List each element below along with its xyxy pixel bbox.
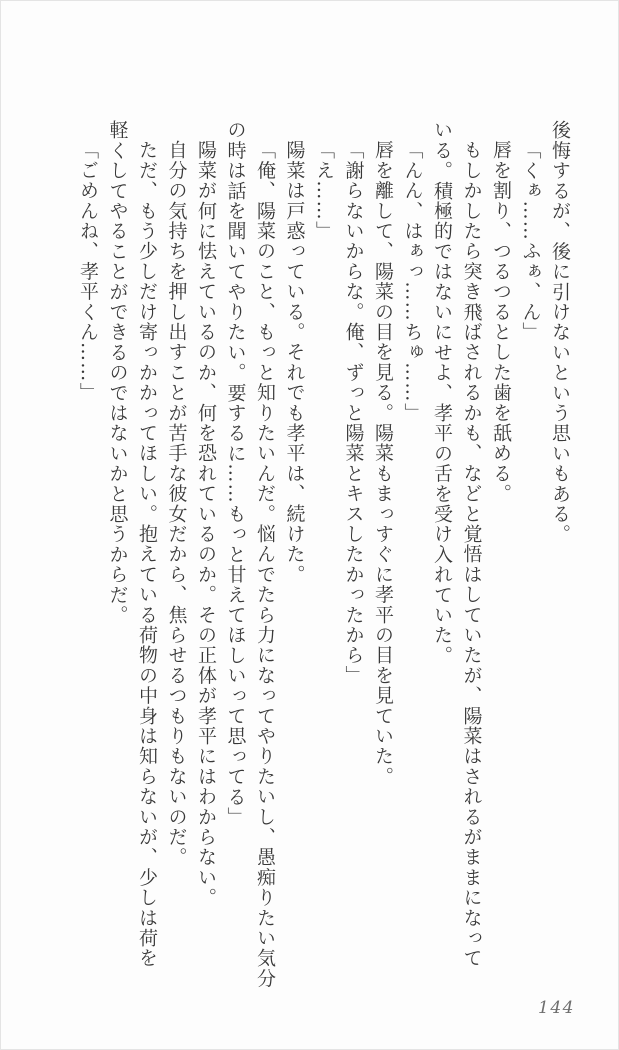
text-line: 軽くしてやることができるのではないかと思うからだ。: [106, 120, 129, 625]
text-line: の時は話を聞いてやりたい。要するに……もっと甘えてほしいって思ってる」: [224, 120, 247, 827]
text-line: ただ、もう少しだけ寄っかかってほしい。抱えている荷物の中身は知らないが、少しは荷を: [136, 140, 158, 969]
text-line: 唇を割り、つるつるとした歯を舐める。: [490, 140, 512, 504]
text-line: 陽菜が何に怯えているのか、何を恐れているのか。その正体が孝平にはわからない。: [195, 140, 217, 908]
page-number: 144: [538, 998, 575, 1018]
text-line: 陽菜は戸惑っている。それでも孝平は、続けた。: [283, 140, 306, 585]
body-text: [73, 120, 575, 989]
text-line: 「ごめんね、孝平くん……」: [77, 140, 99, 403]
text-line: 「俺、陽菜のこと、もっと知りたいんだ。悩んでたら力になってやりたいし、愚痴りたい気分: [254, 140, 276, 989]
text-line: もしかしたら突き飛ばされるかも、などと覚悟はしていたが、陽菜はされるがままになって: [460, 140, 483, 969]
text-line: 「んん、はぁっ……ちゅ……」: [401, 140, 424, 423]
text-line: いる。積極的ではないにせよ、孝平の舌を受け入れていた。: [431, 120, 453, 666]
text-line: 「謝らないからな。俺、ずっと陽菜とキスしたかったから」: [342, 140, 365, 686]
text-line: 自分の気持ちを押し出すことが苦手な彼女だから、焦らせるつもりもないのだ。: [165, 140, 188, 868]
text-line: 唇を離して、陽菜の目を見る。陽菜もまっすぐに孝平の目を見ていた。: [372, 140, 394, 787]
text-line: 後悔するが、後に引けないという思いもある。: [549, 120, 571, 545]
text-line: 「え……」: [313, 140, 335, 241]
text-line: 「くぁ……ふぁ、ん」: [519, 140, 542, 342]
